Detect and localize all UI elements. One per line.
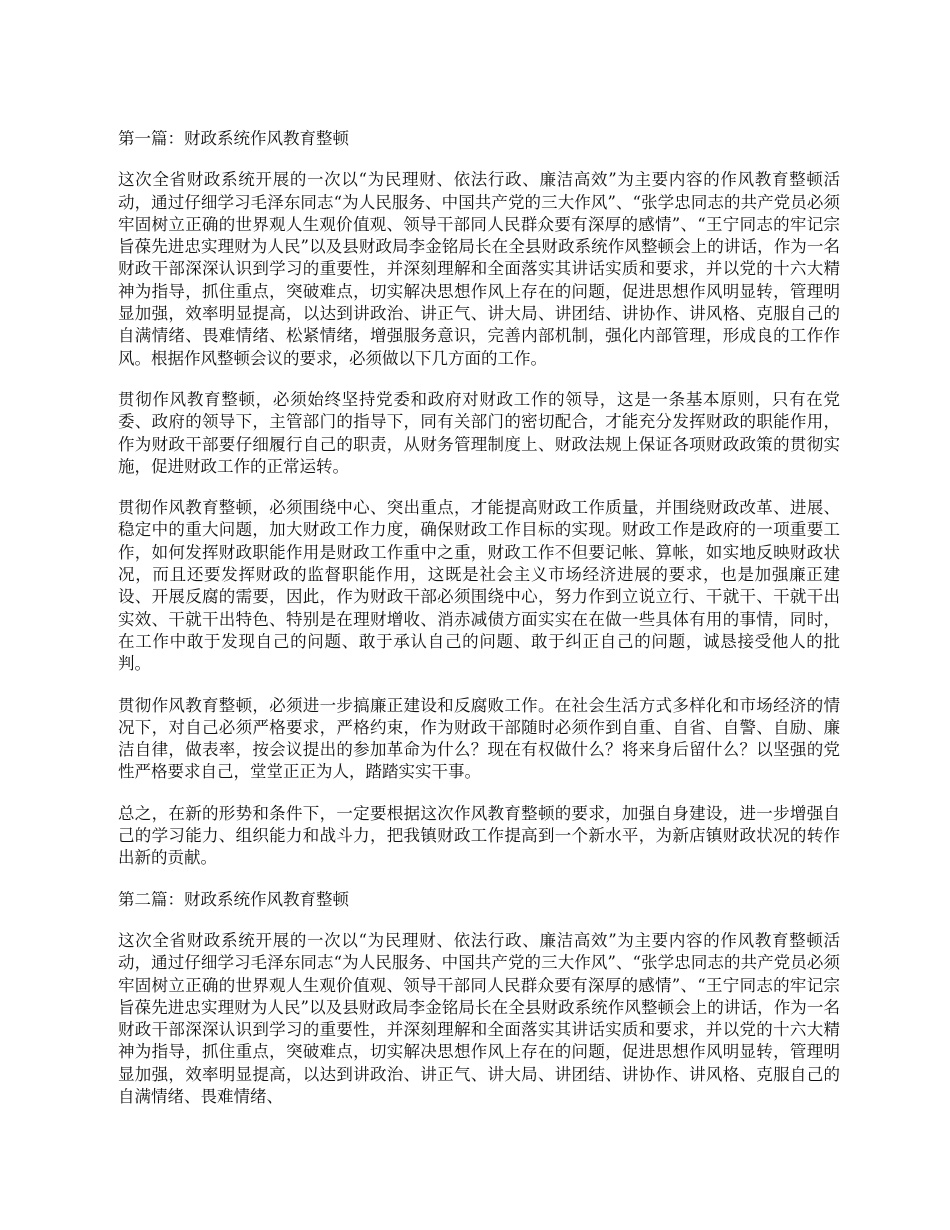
section-2-paragraph-1: 这次全省财政系统开展的一次以“为民理财、依法行政、廉洁高效”为主要内容的作风教育整顿活动，通过仔细学习毛泽东同志“为人民服务、中国共产党的三大作风”、“张学忠同志的共产党员必须牢固树立正确的世界观人生观价值观、领导干部同人民群众要有深厚的感情”、“王宁同志的牢记宗旨葆先进忠实理财为人民”以及县财政局李金铭局长在全县财政系统作风整顿会上的讲话，作为一名财政干部深深认识到学习的重要性，并深刻理解和全面落实其讲话实质和要求，并以党的十六大精神为指导，抓住重点，突破难点，切实解决思想作风上存在的问题，促进思想作风明显转，管理明显加强，效率明显提高，以达到讲政治、讲正气、讲大局、讲团结、讲协作、讲风格、克服自己的自满情绪、畏难情绪、 [118,930,840,1106]
section-1-paragraph-1: 这次全省财政系统开展的一次以“为民理财、依法行政、廉洁高效”为主要内容的作风教育整顿活动，通过仔细学习毛泽东同志“为人民服务、中国共产党的三大作风”、“张学忠同志的共产党员必须牢固树立正确的世界观人生观价值观、领导干部同人民群众要有深厚的感情”、“王宁同志的牢记宗旨葆先进忠实理财为人民”以及县财政局李金铭局长在全县财政系统作风整顿会上的讲话，作为一名财政干部深深认识到学习的重要性，并深刻理解和全面落实其讲话实质和要求，并以党的十六大精神为指导，抓住重点，突破难点，切实解决思想作风上存在的问题，促进思想作风明显转，管理明显加强，效率明显提高，以达到讲政治、讲正气、讲大局、讲团结、讲协作、讲风格、克服自己的自满情绪、畏难情绪、松紧情绪，增强服务意识，完善内部机制，强化内部管理，形成良的工作作风。根据作风整顿会议的要求，必须做以下几方面的工作。 [118,170,840,368]
section-1-paragraph-2: 贯彻作风教育整顿，必须始终坚持党委和政府对财政工作的领导，这是一条基本原则，只有在党委、政府的领导下，主管部门的指导下，同有关部门的密切配合，才能充分发挥财政的职能作用，作为财政干部要仔细履行自己的职责，从财务管理制度上、财政法规上保证各项财政政策的贯彻实施，促进财政工作的正常运转。 [118,389,840,476]
section-1-paragraph-4: 贯彻作风教育整顿，必须进一步搞廉正建设和反腐败工作。在社会生活方式多样化和市场经济的情况下，对自己必须严格要求，严格约束，作为财政干部随时必须作到自重、自省、自警、自励、廉洁自律，做表率，按会议提出的参加革命为什么？现在有权做什么？将来身后留什么？以坚强的党性严格要求自己，堂堂正正为人，踏踏实实干事。 [118,695,840,782]
document-page [118,128,840,1108]
section-2-title: 第二篇：财政系统作风教育整顿 [118,889,349,909]
section-1-paragraph-5: 总之，在新的形势和条件下，一定要根据这次作风教育整顿的要求，加强自身建设，进一步增强自己的学习能力、组织能力和战斗力，把我镇财政工作提高到一个新水平，为新店镇财政状况的转作出新的贡献。 [118,803,840,868]
section-1-title: 第一篇：财政系统作风教育整顿 [118,129,349,148]
section-1-paragraph-3: 贯彻作风教育整顿，必须围绕中心、突出重点，才能提高财政工作质量，并围绕财政改革、进展、稳定中的重大问题，加大财政工作力度，确保财政工作目标的实现。财政工作是政府的一项重要工作，如何发挥财政职能作用是财政工作重中之重，财政工作不但要记帐、算帐，如实地反映财政状况，而且还要发挥财政的监督职能作用，这既是社会主义市场经济进展的要求，也是加强廉正建设、开展反腐的需要，因此，作为财政干部必须围绕中心，努力作到立说立行、干就干、干就干出实效、干就干出特色、特别是在理财增收、消赤减债方面实实在在做一些具体有用的事情，同时，在工作中敢于发现自己的问题、敢于承认自己的问题、敢于纠正自己的问题，诚恳接受他人的批判。 [118,498,840,674]
